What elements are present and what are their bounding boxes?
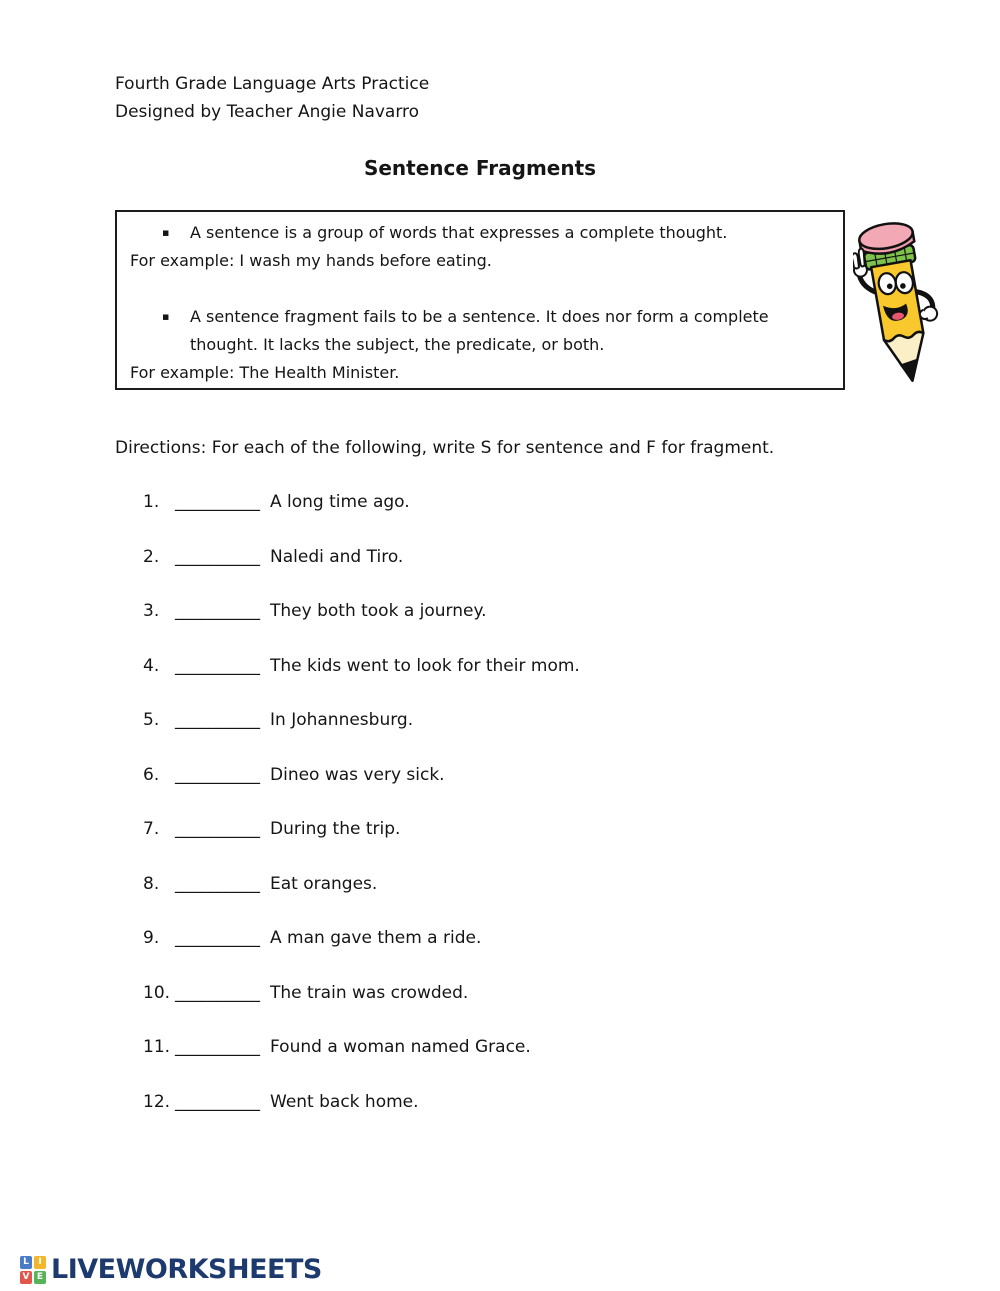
answer-blank[interactable]: __________ xyxy=(175,819,260,839)
list-item xyxy=(143,547,580,569)
item-number: 6. xyxy=(143,764,160,785)
definition-text-2: A sentence fragment fails to be a sentence. It does nor form a complete thought. It lacks the subject, the predicate, or both. xyxy=(190,307,769,354)
answer-blank[interactable]: __________ xyxy=(175,710,260,730)
brand-cube-logo xyxy=(20,1256,46,1284)
list-item xyxy=(143,765,580,787)
list-item xyxy=(143,928,580,950)
item-text: During the trip. xyxy=(270,819,401,839)
list-item xyxy=(143,874,580,896)
example-line-2: For example: The Health Minister. xyxy=(130,363,400,382)
bullet-icon: ▪ xyxy=(162,226,170,239)
bullet-icon: ▪ xyxy=(162,310,170,323)
example-line-1: For example: I wash my hands before eating. xyxy=(130,251,492,270)
item-text: Eat oranges. xyxy=(270,873,378,894)
definition-text-1: A sentence is a group of words that expresses a complete thought. xyxy=(190,223,728,242)
answer-blank[interactable]: __________ xyxy=(175,928,260,948)
header-line-1: Fourth Grade Language Arts Practice xyxy=(115,74,430,94)
brand-footer xyxy=(20,1254,322,1285)
list-item xyxy=(143,819,580,841)
answer-blank[interactable]: __________ xyxy=(175,764,260,785)
answer-blank[interactable]: __________ xyxy=(175,601,260,621)
answer-blank[interactable]: __________ xyxy=(175,546,260,567)
directions-text: Directions: For each of the following, write S for sentence and F for fragment. xyxy=(115,438,775,458)
item-number: 10. xyxy=(143,982,171,1003)
list-item xyxy=(143,983,580,1005)
item-number: 1. xyxy=(143,492,160,512)
worksheet-header xyxy=(115,70,429,126)
brand-cube-tile: V xyxy=(20,1271,32,1284)
definition-bullet-1 xyxy=(130,219,837,247)
item-number: 7. xyxy=(143,819,160,839)
list-item xyxy=(143,601,580,623)
definition-box xyxy=(115,210,845,390)
list-item xyxy=(143,710,580,732)
header-line-2: Designed by Teacher Angie Navarro xyxy=(115,102,420,122)
item-number: 8. xyxy=(143,873,160,894)
answer-blank[interactable]: __________ xyxy=(175,1091,260,1112)
answer-blank[interactable]: __________ xyxy=(175,982,260,1003)
definition-bullet-2 xyxy=(130,303,837,359)
list-item xyxy=(143,1037,580,1059)
item-number: 12. xyxy=(143,1091,171,1112)
list-item xyxy=(143,492,580,514)
item-number: 9. xyxy=(143,928,160,948)
item-text: In Johannesburg. xyxy=(270,710,414,730)
item-number: 4. xyxy=(143,655,160,676)
brand-cube-tile: L xyxy=(20,1256,32,1269)
item-text: A man gave them a ride. xyxy=(270,928,482,948)
item-text: Naledi and Tiro. xyxy=(270,546,404,567)
answer-blank[interactable]: __________ xyxy=(175,655,260,676)
item-number: 5. xyxy=(143,710,160,730)
item-number: 11. xyxy=(143,1037,171,1057)
answer-blank[interactable]: __________ xyxy=(175,873,260,894)
item-number: 2. xyxy=(143,546,160,567)
question-list xyxy=(143,492,580,1146)
page-title: Sentence Fragments xyxy=(363,156,597,180)
item-text: The kids went to look for their mom. xyxy=(270,655,580,676)
answer-blank[interactable]: __________ xyxy=(175,1037,260,1057)
brand-cube-tile: I xyxy=(34,1256,46,1269)
pencil-mascot-icon xyxy=(853,210,945,390)
item-text: Went back home. xyxy=(270,1091,419,1112)
spacer xyxy=(130,275,837,303)
list-item xyxy=(143,1092,580,1114)
item-text: Dineo was very sick. xyxy=(270,764,445,785)
list-item xyxy=(143,656,580,678)
brand-wordmark: LIVEWORKSHEETS xyxy=(51,1254,322,1285)
brand-cube-tile: E xyxy=(34,1271,46,1284)
item-text: Found a woman named Grace. xyxy=(270,1037,531,1057)
item-number: 3. xyxy=(143,601,160,621)
item-text: The train was crowded. xyxy=(270,982,469,1003)
answer-blank[interactable]: __________ xyxy=(175,492,260,512)
item-text: They both took a journey. xyxy=(270,601,487,621)
item-text: A long time ago. xyxy=(270,492,410,512)
